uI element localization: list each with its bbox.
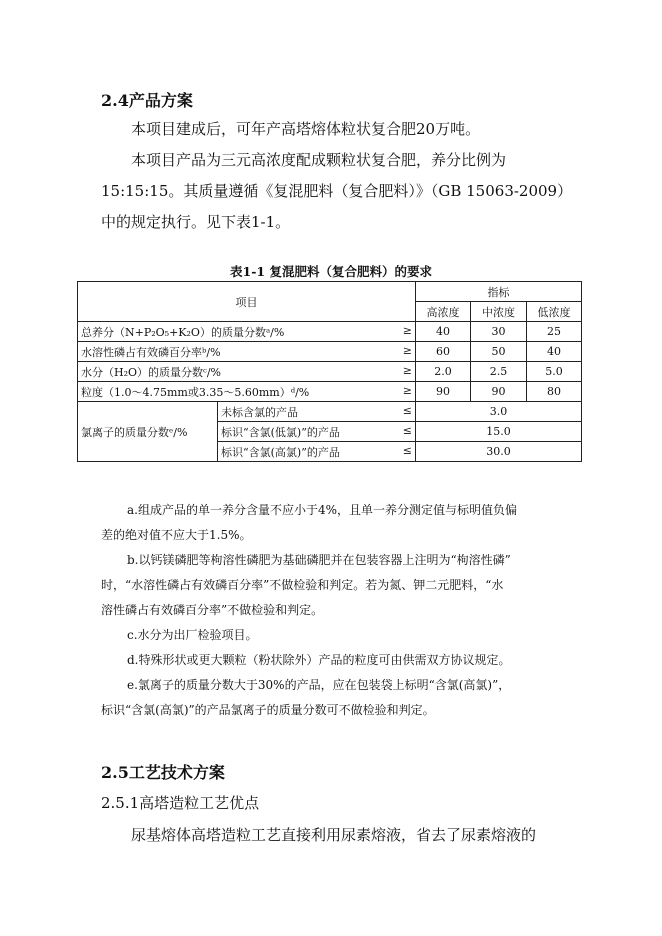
comparator: ≥ (402, 363, 412, 377)
note-line: d.特殊形状或更大颗粒（粉状除外）产品的粒度可由供需双方协议规定。 (127, 653, 511, 667)
table-cell: 40 (416, 322, 471, 342)
note-line: 标识“含氯(高氯)”的产品氯离子的质量分数可不做检验和判定。 (101, 703, 435, 717)
table-cell: 80 (527, 382, 582, 402)
row-label-text: 水溶性磷占有效磷百分率ᵇ/% (81, 345, 221, 359)
note-line: 差的绝对值不应大于1.5%。 (101, 528, 252, 542)
header-high: 高浓度 (416, 302, 471, 322)
row-label-text: 粒度（1.0～4.75mm或3.35～5.60mm）ᵈ/% (81, 385, 310, 399)
table-cell: 25 (527, 322, 582, 342)
row-label (78, 382, 416, 402)
table-cell: 3.0 (416, 402, 582, 422)
comparator: ≥ (402, 383, 412, 397)
section-2-5-heading: 2.5工艺技术方案 (101, 763, 225, 782)
table-notes (101, 498, 571, 723)
comparator: ≤ (402, 403, 412, 417)
note-line: b.以钙镁磷肥等枸溶性磷肥为基础磷肥并在包装容器上注明为“枸溶性磷” (127, 553, 511, 567)
table-cell: 30 (471, 322, 527, 342)
comparator: ≥ (402, 343, 412, 357)
row-label-text: 未标含氯的产品 (221, 405, 298, 419)
body-line: 中的规定执行。见下表1-1。 (101, 213, 291, 231)
chloride-sub-label (218, 422, 416, 442)
section-2-5-1-body (101, 820, 561, 851)
note-line: 溶性磷占有效磷百分率”不做检验和判定。 (101, 603, 324, 617)
row-label-text: 水分（H₂O）的质量分数ᶜ/% (81, 365, 221, 379)
table-row (78, 382, 582, 402)
row-label (78, 342, 416, 362)
row-label-text: 标识“含氯(低氯)”的产品 (221, 425, 340, 439)
body-line: 15:15:15。其质量遵循《复混肥料（复合肥料）》（GB 15063-2009） (101, 182, 573, 200)
chloride-sub-label (218, 442, 416, 462)
note-line: a.组成产品的单一养分含量不应小于4%，且单一养分测定值与标明值负偏 (127, 503, 518, 517)
row-label (78, 322, 416, 342)
body-line: 尿基熔体高塔造粒工艺直接利用尿素熔液，省去了尿素熔液的 (131, 826, 537, 844)
table-cell: 30.0 (416, 442, 582, 462)
note-line: c.水分为出厂检验项目。 (127, 628, 258, 642)
header-item: 项目 (78, 282, 416, 322)
section-2-5-1-heading: 2.5.1高塔造粒工艺优点 (101, 794, 260, 812)
requirements-table (77, 281, 582, 462)
table-cell: 5.0 (527, 362, 582, 382)
comparator: ≥ (402, 323, 412, 337)
table-cell: 40 (527, 342, 582, 362)
body-line: 本项目建成后，可年产高塔熔体粒状复合肥20万吨。 (131, 120, 481, 138)
section-2-4-heading: 2.4产品方案 (101, 91, 193, 110)
chloride-label: 氯离子的质量分数ᵉ/% (78, 402, 218, 462)
header-medium: 中浓度 (471, 302, 527, 322)
comparator: ≤ (402, 443, 412, 457)
row-label (78, 362, 416, 382)
table-row (78, 342, 582, 362)
table-row (78, 402, 582, 422)
header-index: 指标 (416, 282, 582, 302)
table-row (78, 322, 582, 342)
comparator: ≤ (402, 423, 412, 437)
body-line: 本项目产品为三元高浓度配成颗粒状复合肥，养分比例为 (131, 151, 507, 169)
table-cell: 90 (471, 382, 527, 402)
note-line: 时，“水溶性磷占有效磷百分率”不做检验和判定。若为氮、钾二元肥料，“水 (101, 578, 504, 592)
row-label-text: 标识“含氯(高氯)”的产品 (221, 445, 340, 459)
note-line: e.氯离子的质量分数大于30%的产品，应在包装袋上标明“含氯(高氯)”， (127, 678, 511, 692)
chloride-sub-label (218, 402, 416, 422)
table-caption: 表1-1 复混肥料（复合肥料）的要求 (230, 264, 432, 279)
table-row (78, 362, 582, 382)
table-cell: 50 (471, 342, 527, 362)
header-low: 低浓度 (527, 302, 582, 322)
section-2-4-body (101, 114, 573, 238)
table-cell: 2.0 (416, 362, 471, 382)
table-header-row (78, 282, 582, 302)
row-label-text: 总养分（N+P₂O₅+K₂O）的质量分数ᵃ/% (81, 325, 285, 339)
table-cell: 90 (416, 382, 471, 402)
table-cell: 15.0 (416, 422, 582, 442)
table-cell: 2.5 (471, 362, 527, 382)
table-cell: 60 (416, 342, 471, 362)
